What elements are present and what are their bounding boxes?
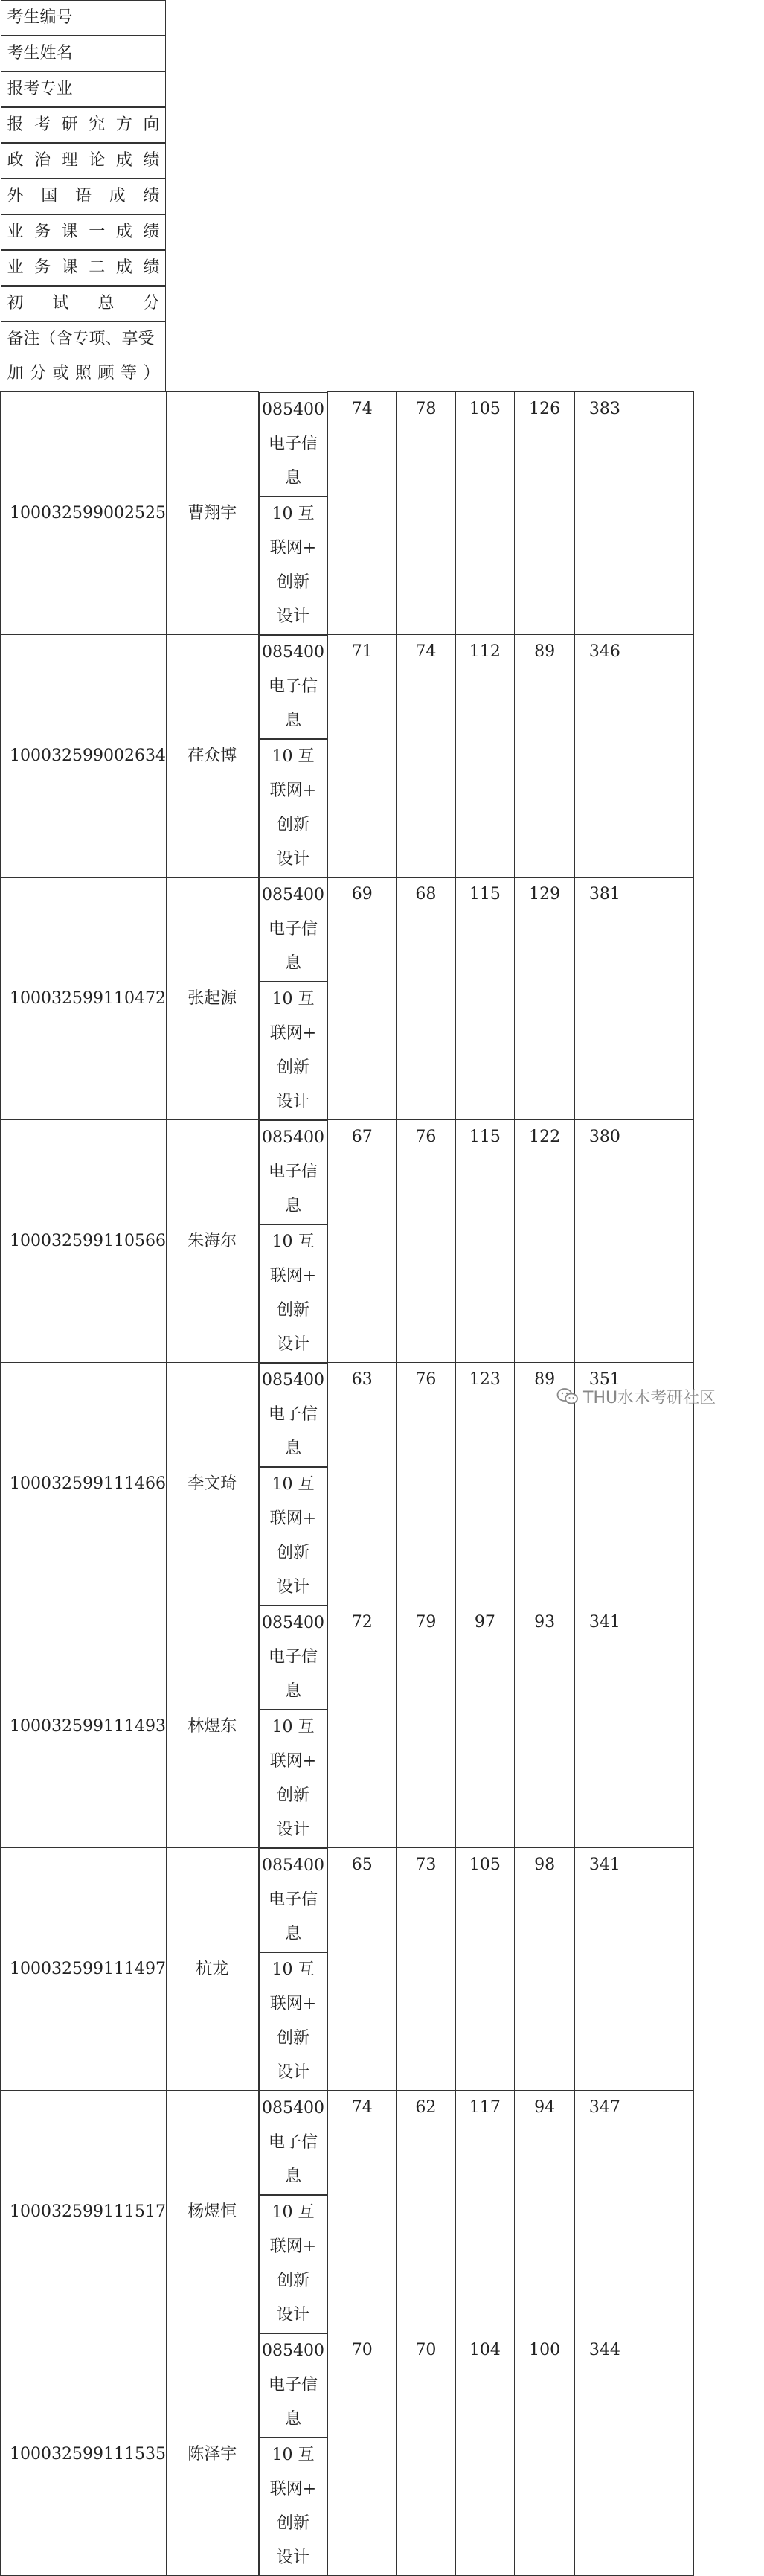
candidate-id: 100032599111466 xyxy=(1,1363,167,1605)
remark-cell xyxy=(635,2333,693,2576)
candidate-name: 张起源 xyxy=(166,878,258,1120)
watermark xyxy=(556,1383,757,1410)
candidate-id: 100032599002634 xyxy=(1,635,167,878)
direction-cell: 10 互 联网+ 创新 设计 xyxy=(259,496,328,635)
table-row xyxy=(1,635,764,878)
course1-score: 115 xyxy=(455,878,515,1120)
major-cell: 085400 电子信 息 xyxy=(259,635,328,739)
remark-cell xyxy=(635,2091,693,2333)
politics-score: 72 xyxy=(328,1605,397,1848)
candidate-id: 100032599110566 xyxy=(1,1120,167,1363)
candidate-id: 100032599111493 xyxy=(1,1605,167,1848)
total-score: 381 xyxy=(574,878,635,1120)
table-row xyxy=(1,1120,764,1363)
candidate-id: 100032599111535 xyxy=(1,2333,167,2576)
table-row xyxy=(1,392,764,635)
header-name: 考生姓名 xyxy=(1,36,167,71)
direction-cell: 10 互 联网+ 创新 设计 xyxy=(259,2438,328,2576)
header-major: 报考专业 xyxy=(1,71,167,107)
table-row xyxy=(1,2333,764,2576)
header-total: 初试总分 xyxy=(1,286,167,322)
course2-score: 89 xyxy=(515,635,575,878)
language-score: 73 xyxy=(397,1848,455,2091)
total-score: 341 xyxy=(574,1848,635,2091)
table-row xyxy=(1,2091,764,2333)
candidate-name: 杭龙 xyxy=(166,1848,258,2091)
politics-score: 65 xyxy=(328,1848,397,2091)
course2-score: 126 xyxy=(515,392,575,635)
remark-cell xyxy=(635,1848,693,2091)
politics-score: 74 xyxy=(328,2091,397,2333)
remark-cell xyxy=(635,392,693,635)
header-remark: 备注（含专项、享受加分或照顾等） xyxy=(1,322,167,391)
course2-score: 98 xyxy=(515,1848,575,2091)
direction-cell: 10 互 联网+ 创新 设计 xyxy=(259,739,328,878)
course2-score: 94 xyxy=(515,2091,575,2333)
candidate-name: 杨煜恒 xyxy=(166,2091,258,2333)
candidate-name: 陈泽宇 xyxy=(166,2333,258,2576)
politics-score: 70 xyxy=(328,2333,397,2576)
language-score: 76 xyxy=(397,1120,455,1363)
direction-cell: 10 互 联网+ 创新 设计 xyxy=(259,1710,328,1848)
major-cell: 085400 电子信 息 xyxy=(259,1120,328,1224)
language-score: 70 xyxy=(397,2333,455,2576)
course1-score: 112 xyxy=(455,635,515,878)
table-row xyxy=(1,878,764,1120)
table-row xyxy=(1,1605,764,1848)
total-score: 344 xyxy=(574,2333,635,2576)
language-score: 74 xyxy=(397,635,455,878)
total-score: 380 xyxy=(574,1120,635,1363)
course1-score: 115 xyxy=(455,1120,515,1363)
direction-cell: 10 互 联网+ 创新 设计 xyxy=(259,982,328,1120)
candidate-id: 100032599111497 xyxy=(1,1848,167,2091)
header-direction: 报考研究方向 xyxy=(1,107,167,143)
total-score: 351 xyxy=(574,1363,635,1605)
major-cell: 085400 电子信 息 xyxy=(259,878,328,982)
major-cell: 085400 电子信 息 xyxy=(259,392,328,496)
politics-score: 71 xyxy=(328,635,397,878)
watermark-text: THU水木考研社区 xyxy=(583,1388,716,1407)
candidate-id: 100032599002525 xyxy=(1,392,167,635)
major-cell: 085400 电子信 息 xyxy=(259,1363,328,1467)
total-score: 383 xyxy=(574,392,635,635)
language-score: 62 xyxy=(397,2091,455,2333)
course1-score: 104 xyxy=(455,2333,515,2576)
total-score: 346 xyxy=(574,635,635,878)
remark-cell xyxy=(635,635,693,878)
header-language: 外国语成绩 xyxy=(1,179,167,214)
header-id: 考生编号 xyxy=(1,0,167,36)
total-score: 347 xyxy=(574,2091,635,2333)
direction-cell: 10 互 联网+ 创新 设计 xyxy=(259,1467,328,1605)
major-cell: 085400 电子信 息 xyxy=(259,1605,328,1710)
language-score: 79 xyxy=(397,1605,455,1848)
remark-cell xyxy=(635,1605,693,1848)
header-politics: 政治理论成绩 xyxy=(1,143,167,179)
politics-score: 67 xyxy=(328,1120,397,1363)
direction-cell: 10 互 联网+ 创新 设计 xyxy=(259,2195,328,2333)
major-cell: 085400 电子信 息 xyxy=(259,2091,328,2195)
header-course2: 业务课二成绩 xyxy=(1,250,167,286)
candidate-id: 100032599111517 xyxy=(1,2091,167,2333)
header-row xyxy=(1,0,764,392)
course1-score: 105 xyxy=(455,1848,515,2091)
course2-score: 129 xyxy=(515,878,575,1120)
course2-score: 93 xyxy=(515,1605,575,1848)
remark-cell xyxy=(635,1120,693,1363)
candidate-id: 100032599110472 xyxy=(1,878,167,1120)
course1-score: 105 xyxy=(455,392,515,635)
course1-score: 97 xyxy=(455,1605,515,1848)
direction-cell: 10 互 联网+ 创新 设计 xyxy=(259,1224,328,1363)
remark-cell xyxy=(635,878,693,1120)
language-score: 78 xyxy=(397,392,455,635)
candidate-name: 林煜东 xyxy=(166,1605,258,1848)
table-row xyxy=(1,1848,764,2091)
course1-score: 117 xyxy=(455,2091,515,2333)
language-score: 68 xyxy=(397,878,455,1120)
total-score: 341 xyxy=(574,1605,635,1848)
candidate-name: 朱海尔 xyxy=(166,1120,258,1363)
course2-score: 100 xyxy=(515,2333,575,2576)
header-course1: 业务课一成绩 xyxy=(1,214,167,250)
candidate-name: 荏众博 xyxy=(166,635,258,878)
politics-score: 63 xyxy=(328,1363,397,1605)
politics-score: 74 xyxy=(328,392,397,635)
candidate-name: 李文琦 xyxy=(166,1363,258,1605)
direction-cell: 10 互 联网+ 创新 设计 xyxy=(259,1952,328,2091)
course2-score: 89 xyxy=(515,1363,575,1605)
major-cell: 085400 电子信 息 xyxy=(259,2333,328,2438)
language-score: 76 xyxy=(397,1363,455,1605)
major-cell: 085400 电子信 息 xyxy=(259,1848,328,1952)
politics-score: 69 xyxy=(328,878,397,1120)
candidate-name: 曹翔宇 xyxy=(166,392,258,635)
course1-score: 123 xyxy=(455,1363,515,1605)
course2-score: 122 xyxy=(515,1120,575,1363)
wechat-icon xyxy=(556,1387,579,1405)
